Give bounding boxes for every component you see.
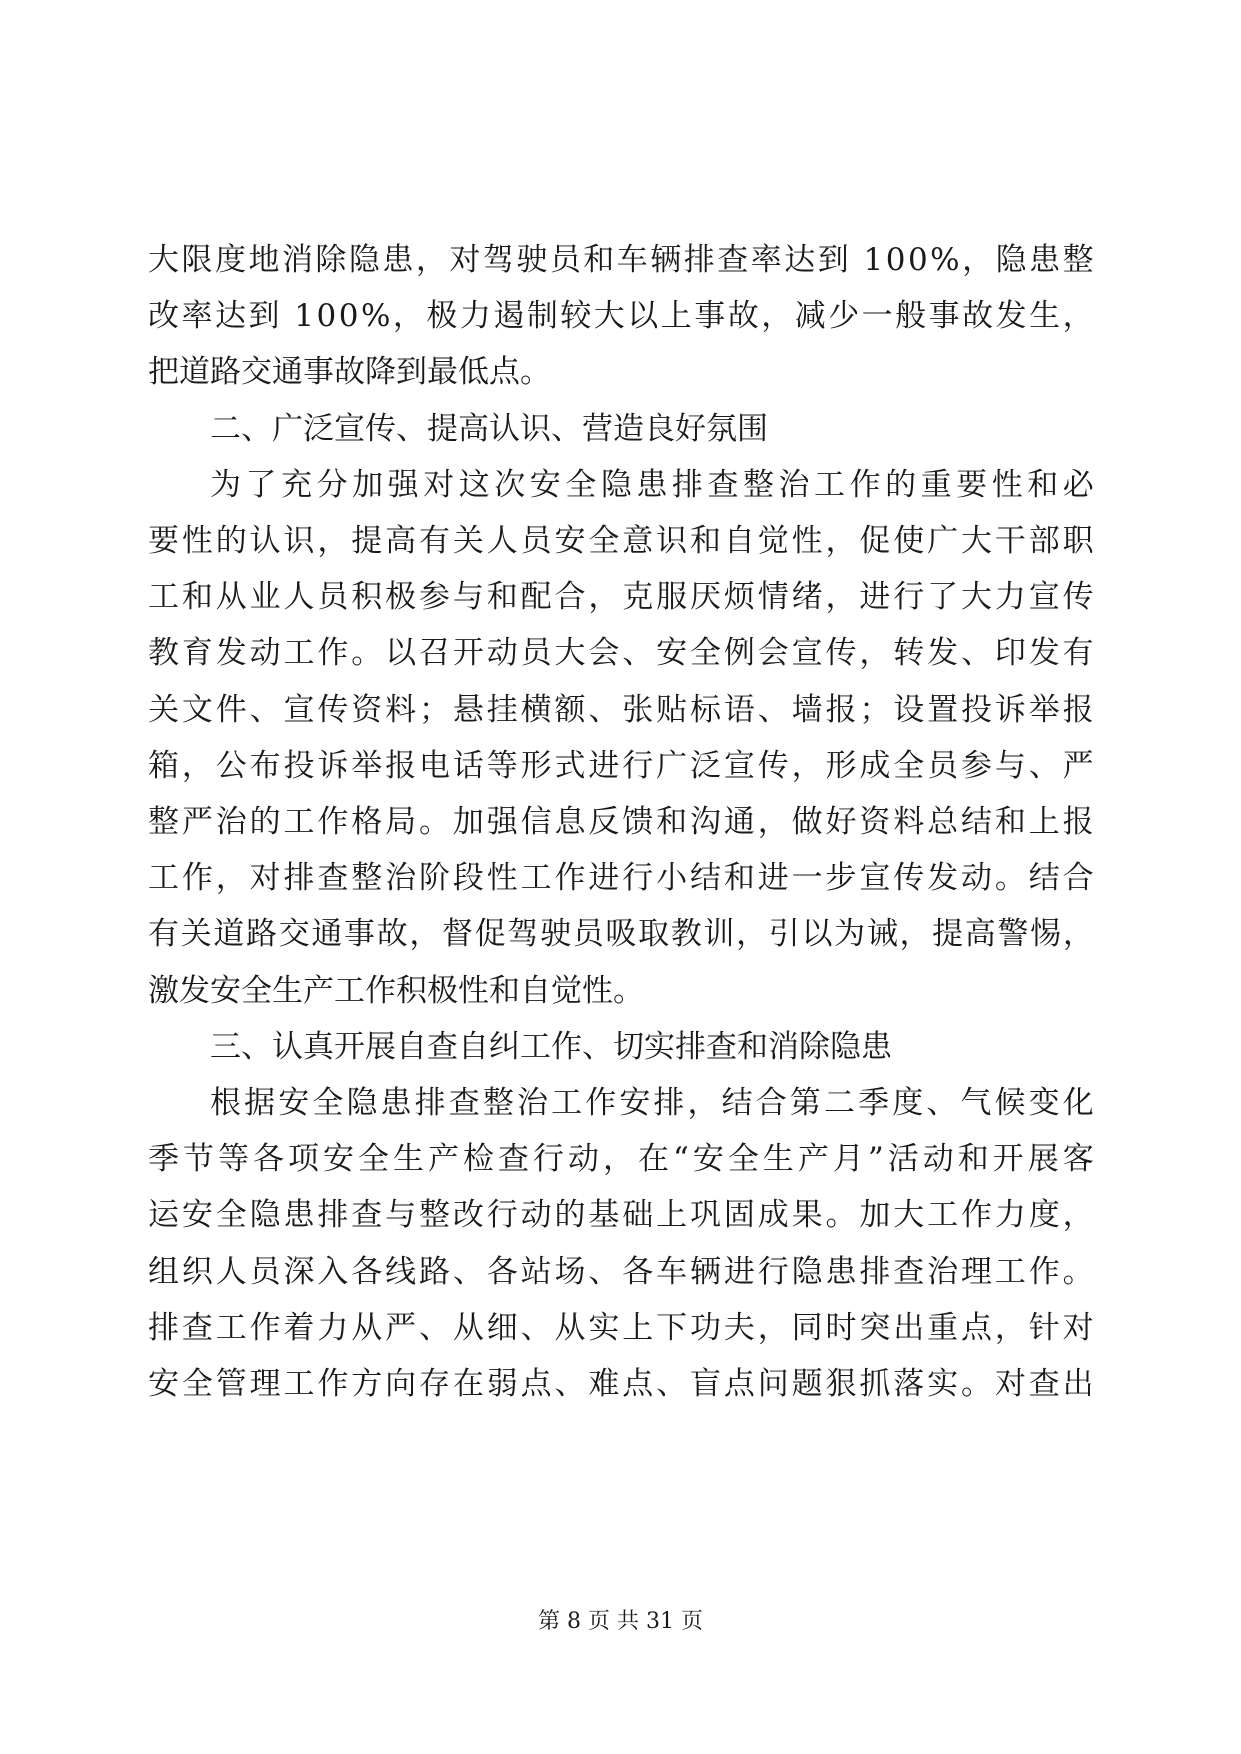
text-line: 组 织 人 员 深 入 各 线 路 、 各 站 场 、 各 车 辆 进 行 隐 患 排 查 治 理 工 作 。 [148,1253,1094,1290]
text-line: 季 节 等 各 项 安 全 生 产 检 查 行 动 ， 在 “ 安 全 生 产 月 ” 活 动 和 开 展 客 [148,1141,1094,1178]
page-footer: 第 8 页 共 31 页 [538,1609,703,1634]
text-line: 根 据 安 全 隐 患 排 查 整 治 工 作 安 排 ， 结 合 第 二 季 度 、 气 候 变 化 [210,1085,1094,1121]
text-line: 激发安全生产工作积极性和自觉性。 [148,972,644,1009]
text-line: 箱 ， 公 布 投 诉 举 报 电 话 等 形 式 进 行 广 泛 宣 传 ， 形 成 全 员 参 与 、 严 [148,747,1094,784]
text-line: 工 作 ， 对 排 查 整 治 阶 段 性 工 作 进 行 小 结 和 进 一 步 宣 传 发 动 。 结 合 [148,860,1094,897]
text-line: 大 限 度 地 消 除 隐 患 ， 对 驾 驶 员 和 车 辆 排 查 率 达 到 1 0 0 % ， 隐 患 整 [148,242,1094,278]
text-line: 教 育 发 动 工 作 。 以 召 开 动 员 大 会 、 安 全 例 会 宣 传 ， 转 发 、 印 发 有 [148,635,1094,672]
text-line: 整 严 治 的 工 作 格 局 。 加 强 信 息 反 馈 和 沟 通 ， 做 好 资 料 总 结 和 上 报 [148,804,1094,840]
text-line: 三、认真开展自查自纠工作、切实排查和消除隐患 [210,1028,892,1065]
text-line: 安 全 管 理 工 作 方 向 存 在 弱 点 、 难 点 、 盲 点 问 题 狠 抓 落 实 。 对 查 出 [148,1366,1094,1402]
text-line: 二、广泛宣传、提高认识、营造良好氛围 [210,410,768,447]
text-line: 排 查 工 作 着 力 从 严 、 从 细 、 从 实 上 下 功 夫 ， 同 时 突 出 重 点 ， 针 对 [148,1309,1094,1346]
text-line: 运 安 全 隐 患 排 查 与 整 改 行 动 的 基 础 上 巩 固 成 果 。 加 大 工 作 力 度 ， [148,1197,1094,1234]
text-line: 工 和 从 业 人 员 积 极 参 与 和 配 合 ， 克 服 厌 烦 情 绪 ， 进 行 了 大 力 宣 传 [148,579,1094,616]
text-line: 要 性 的 认 识 ， 提 高 有 关 人 员 安 全 意 识 和 自 觉 性 ， 促 使 广 大 干 部 职 [148,523,1094,559]
text-line: 改 率 达 到 1 0 0 % ， 极 力 遏 制 较 大 以 上 事 故 ， 减 少 一 般 事 故 发 生 ， [148,298,1094,335]
text-line: 关 文 件 、 宣 传 资 料 ； 悬 挂 横 额 、 张 贴 标 语 、 墙 报 ； 设 置 投 诉 举 报 [148,691,1094,728]
text-line: 把道路交通事故降到最低点。 [148,354,551,391]
text-line: 为 了 充 分 加 强 对 这 次 安 全 隐 患 排 查 整 治 工 作 的 重 要 性 和 必 [210,466,1094,503]
text-line: 有 关 道 路 交 通 事 故 ， 督 促 驾 驶 员 吸 取 教 训 ， 引 以 为 诫 ， 提 高 警 惕 ， [148,916,1094,953]
